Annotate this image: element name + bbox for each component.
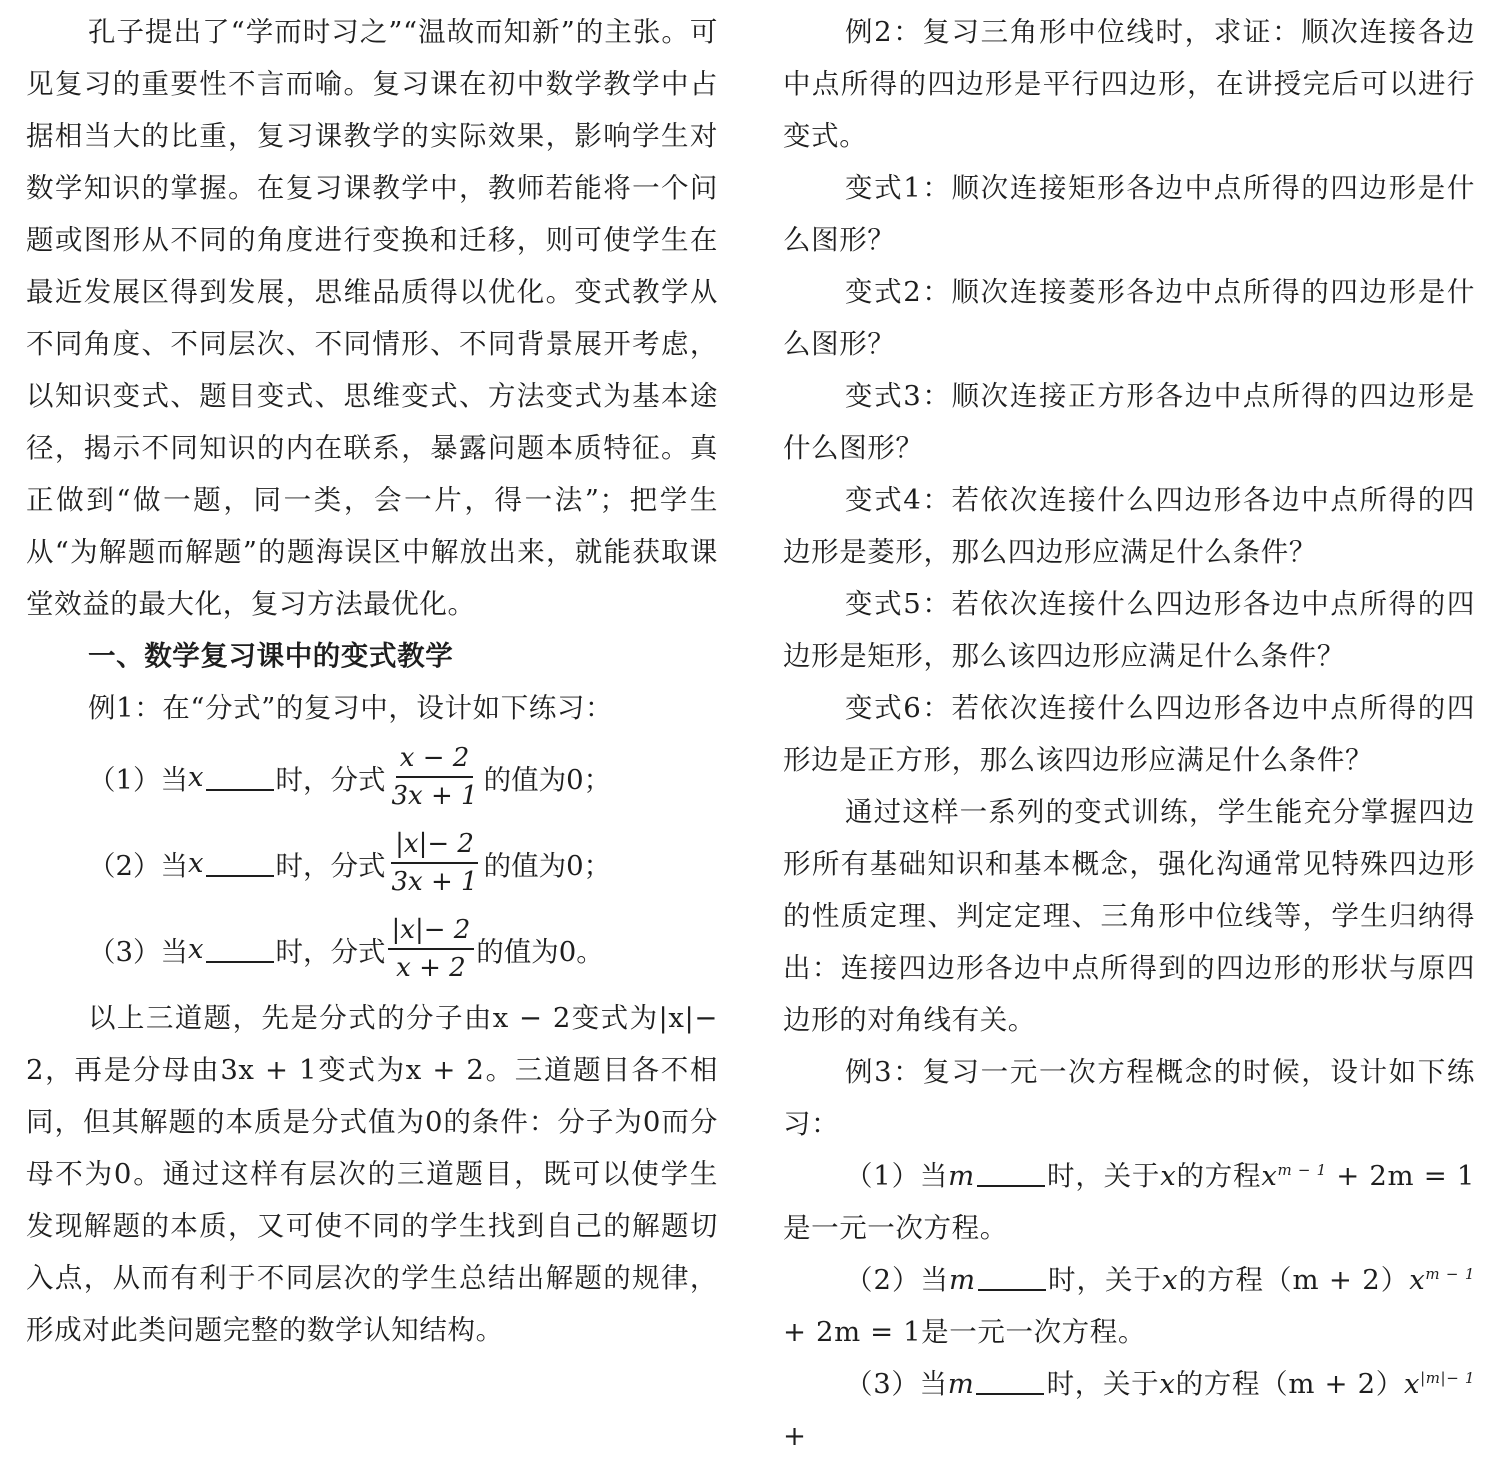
example2-paragraph: 例2：复习三角形中位线时，求证：顺次连接各边中点所得的四边形是平行四边形，在讲授完后可以进行变式。 bbox=[783, 16, 1475, 152]
summary-paragraph: 以上三道题，先是分式的分子由x − 2变式为|x|− 2，再是分母由3x + 1变式为x + 2。三道题目各不相同，但其解题的本质是分式值为0的条件：分子为0而分母不为0。通过这样有层次的三道题目，既可以使学生发现解题的本质，又可使不同的学生找到自己的解题切入点，从而有利于不同层次的学生总结出解题的规律，形成对此类问题完整的数学认知结构。 bbox=[26, 1002, 718, 1346]
example1-intro: 例1：在“分式”的复习中，设计如下练习： bbox=[88, 692, 614, 724]
fraction: $\frac{|x|- 2}{3x + 1}$ bbox=[388, 826, 482, 900]
example3-intro: 例3：复习一元一次方程概念的时候，设计如下练习： bbox=[783, 1056, 1475, 1140]
answer-blank bbox=[206, 763, 274, 791]
fraction: $\frac{|x|- 2}{x + 2}$ bbox=[388, 912, 475, 986]
conclusion-paragraph: 通过这样一系列的变式训练，学生能充分掌握四边形所有基础知识和基本概念，强化沟通常见特殊四边形的性质定理、判定定理、三角形中位线等，学生归纳得出：连接四边形各边中点所得到的四边形的形状与原四边形的对角线有关。 bbox=[783, 796, 1475, 1036]
right-column bbox=[783, 6, 1475, 1462]
answer-blank bbox=[206, 849, 274, 877]
section-heading: 一、数学复习课中的变式教学 bbox=[88, 640, 454, 672]
answer-blank bbox=[976, 1367, 1044, 1395]
equation-question-3: （3）当m 时，关于x的方程$(m + 2)x^{|m|- 1}$ + bbox=[783, 1368, 1475, 1452]
intro-paragraph: 孔子提出了“学而时习之”“温故而知新”的主张。可见复习的重要性不言而喻。复习课在初中数学教学中占据相当大的比重，复习课教学的实际效果，影响学生对数学知识的掌握。在复习课教学中，教师若能将一个问题或图形从不同的角度进行变换和迁移，则可使学生在最近发展区得到发展，思维品质得以优化。变式教学从不同角度、不同层次、不同情形、不同背景展开考虑，以知识变式、题目变式、思维变式、方法变式为基本途径，揭示不同知识的内在联系，暴露问题本质特征。真正做到“做一题，同一类，会一片，得一法”；把学生从“为解题而解题”的题海误区中解放出来，就能获取课堂效益的最大化，复习方法最优化。 bbox=[26, 16, 718, 620]
fraction: $\frac{x - 2}{3x + 1}$ bbox=[388, 740, 482, 814]
variant-4: 变式4：若依次连接什么四边形各边中点所得的四边形是菱形，那么四边形应满足什么条件？ bbox=[783, 484, 1475, 568]
equation-question-1: （1）当m 时，关于x的方程$x^{m - 1} + 2m = 1$是一元一次方程。 bbox=[783, 1160, 1475, 1244]
variant-2: 变式2：顺次连接菱形各边中点所得的四边形是什么图形？ bbox=[783, 276, 1475, 360]
variant-5: 变式5：若依次连接什么四边形各边中点所得的四边形是矩形，那么该四边形应满足什么条件？ bbox=[783, 588, 1475, 672]
answer-blank bbox=[206, 935, 274, 963]
answer-blank bbox=[978, 1263, 1046, 1291]
answer-blank bbox=[977, 1159, 1045, 1187]
left-column bbox=[26, 6, 718, 1356]
variant-6: 变式6：若依次连接什么四边形各边中点所得的四形边是正方形，那么该四边形应满足什么条件？ bbox=[783, 692, 1475, 776]
exercise-item-1: （1）当 x 时，分式 $\frac{x - 2}{3x + 1}$ 的值为0； bbox=[26, 734, 718, 820]
equation-question-2: （2）当m 时，关于x的方程$(m + 2)x^{m - 1} + 2m = 1$是一元一次方程。 bbox=[783, 1264, 1475, 1348]
variant-1: 变式1：顺次连接矩形各边中点所得的四边形是什么图形？ bbox=[783, 172, 1475, 256]
variant-3: 变式3：顺次连接正方形各边中点所得的四边形是什么图形？ bbox=[783, 380, 1475, 464]
exercise-item-2: （2）当 x 时，分式 $\frac{|x|- 2}{3x + 1}$ 的值为0； bbox=[26, 820, 718, 906]
exercise-item-3: （3）当 x 时，分式 $\frac{|x|- 2}{x + 2}$ 的值为0。 bbox=[26, 906, 718, 992]
